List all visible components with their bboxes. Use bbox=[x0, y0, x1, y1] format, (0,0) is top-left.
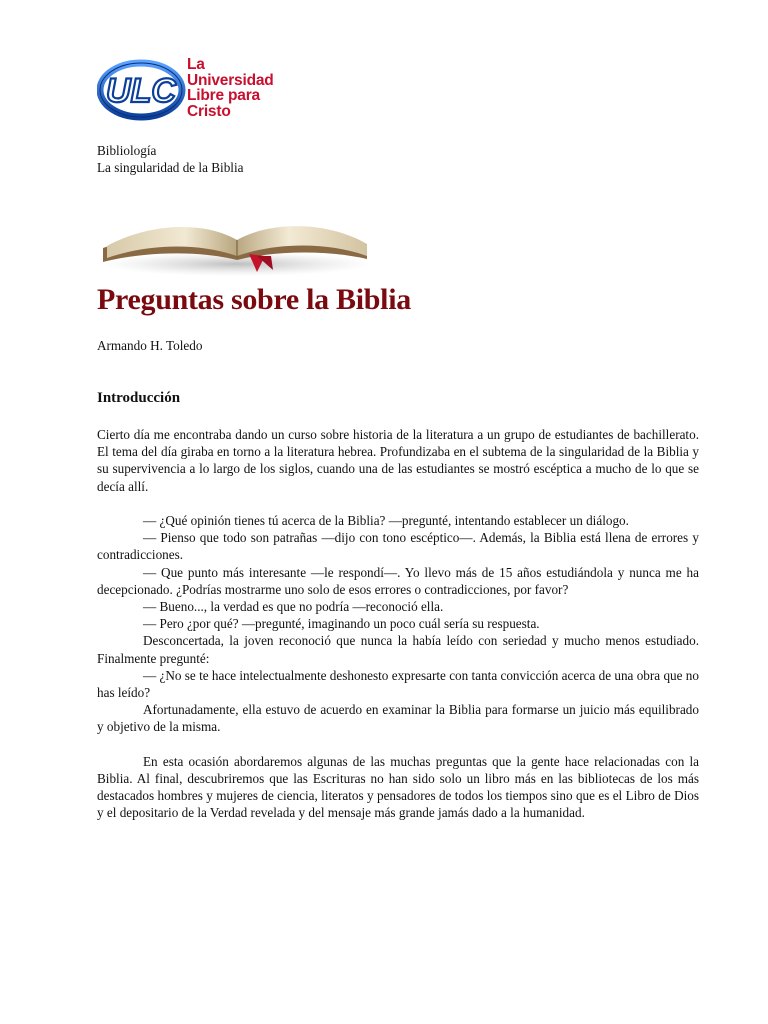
author-name: Armando H. Toledo bbox=[97, 338, 203, 353]
logo-line: Universidad bbox=[187, 71, 274, 89]
subject-label: Bibliología bbox=[97, 143, 157, 158]
logo-line: Libre para bbox=[187, 87, 260, 104]
dialogue-line: — Que punto más interesante —le respondí—. Yo llevo más de 15 años estudiándola y nunca me ha decepcionado. ¿Podrías mostrarme uno solo de esos errores o contradicciones, por favor? bbox=[97, 564, 699, 597]
paragraph: Cierto día me encontraba dando un curso sobre historia de la literatura a un grupo de estudiantes de bachillerato. El tema del día giraba en torno a la literatura hebrea. Profundizaba en el subtema de la singularidad de la Biblia y su supervivencia a lo largo de los siglos, cuando una de las estudiantes se mostró escéptica a mucho de lo que se decía allí. bbox=[97, 427, 699, 494]
dialogue-line: — ¿No se te hace intelectualmente deshonesto expresarte con tanta convicción acerca de una obra que no has leído? bbox=[97, 667, 699, 701]
dialogue-line: — ¿Qué opinión tienes tú acerca de la Biblia? —pregunté, intentando establecer un diálogo. bbox=[143, 513, 629, 528]
logo-wordmark bbox=[187, 57, 274, 119]
document-title: Preguntas sobre la Biblia bbox=[97, 283, 411, 316]
open-book-image bbox=[97, 206, 367, 278]
dialogue-line: — Pero ¿por qué? —pregunté, imaginando un poco cuál sería su respuesta. bbox=[143, 616, 540, 632]
logo-line: La bbox=[187, 56, 205, 73]
topic-header bbox=[97, 142, 244, 176]
article-body bbox=[97, 426, 699, 822]
paragraph: Afortunadamente, ella estuvo de acuerdo en examinar la Biblia para formarse un juicio más equilibrado y objetivo de la misma. bbox=[97, 702, 699, 735]
subtitle-label: La singularidad de la Biblia bbox=[97, 160, 244, 175]
dialogue-line: — Bueno..., la verdad es que no podría —reconoció ella. bbox=[143, 599, 444, 615]
paragraph: Desconcertada, la joven reconoció que nunca la había leído con seriedad y mucho menos estudiado. Finalmente pregunté: bbox=[97, 633, 699, 666]
dialogue-line: — Pienso que todo son patrañas —dijo con tono escéptico—. Además, la Biblia está llena de errores y contradicciones. bbox=[97, 530, 699, 563]
university-logo bbox=[97, 54, 312, 126]
section-heading: Introducción bbox=[97, 390, 181, 406]
paragraph: En esta ocasión abordaremos algunas de las muchas preguntas que la gente hace relacionadas con la Biblia. Al final, descubriremos que las Escrituras no han sido solo un libro más en las bibliotecas de los más destacados hombres y mujeres de ciencia, literatos y pensadores de todos los tiempos sino que es el Libro de Dios y el depositario de la Verdad revelada y del mensaje más grande jamás dado a la humanidad. bbox=[97, 753, 699, 821]
logo-mark-text: ULC bbox=[106, 72, 176, 110]
ulc-emblem-icon bbox=[97, 54, 189, 126]
logo-line: Cristo bbox=[187, 102, 231, 120]
